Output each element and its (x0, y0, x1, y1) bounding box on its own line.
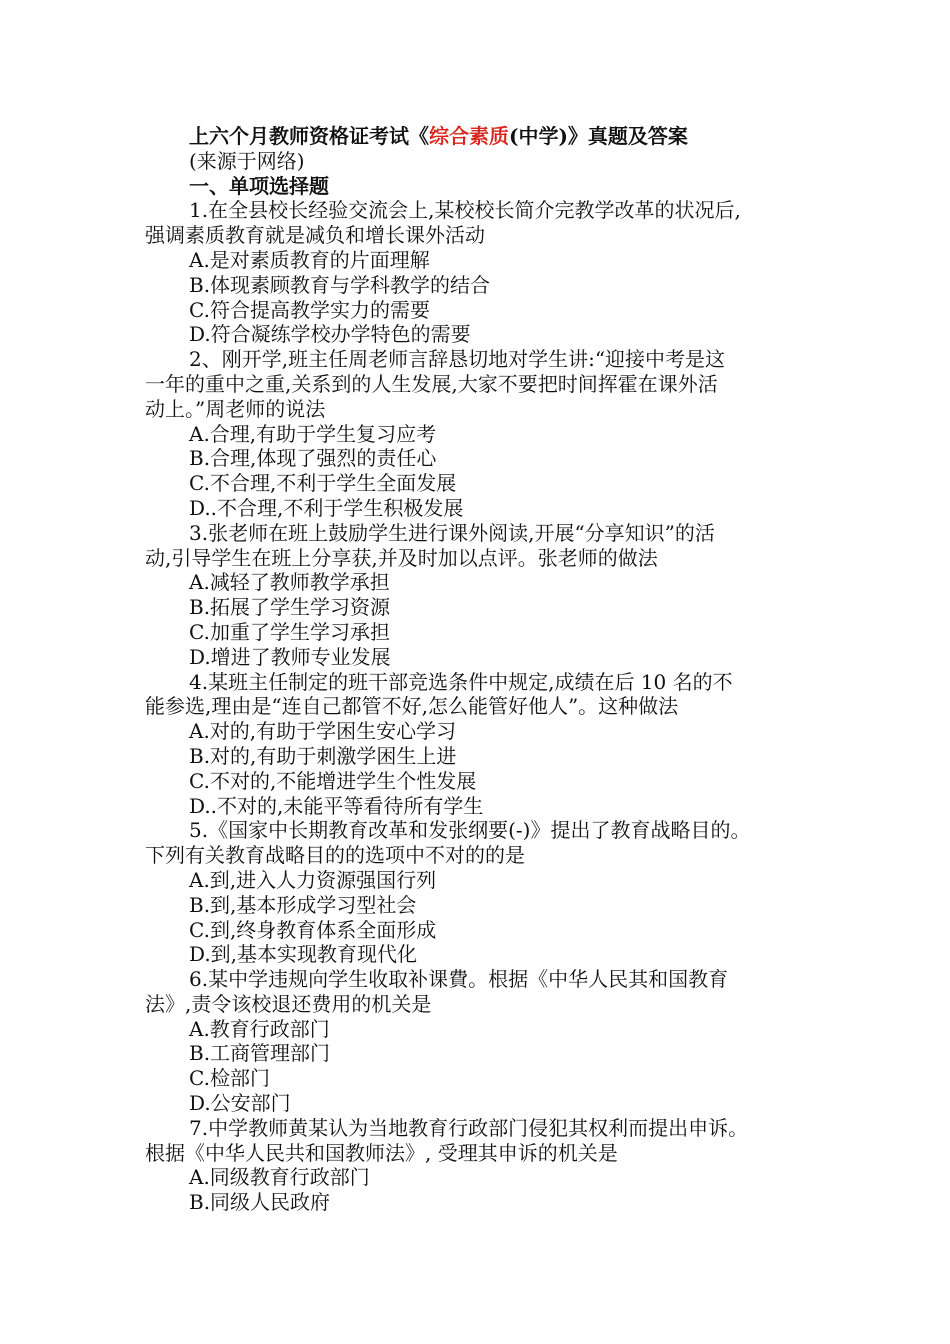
title-suffix: (中学)》真题及答案 (509, 124, 688, 148)
answer-option: B.同级人民政府 (189, 1190, 331, 1215)
answer-option: B.到,基本形成学习型社会 (189, 892, 417, 917)
question-item (145, 521, 825, 670)
answer-option: B.工商管理部门 (189, 1041, 331, 1066)
question-stem-line: 强调素质教育就是减负和增长课外活动 (145, 223, 485, 248)
question-stem-line: 动,引导学生在班上分享获,并及时加以点评。张老师的做法 (145, 545, 658, 570)
answer-option: A.减轻了教师教学承担 (189, 570, 390, 595)
answer-option: D..不合理,不利于学生积极发展 (189, 495, 464, 520)
answer-option: A.对的,有助于学困生安心学习 (189, 719, 457, 744)
question-stem-line: 2、刚开学,班主任周老师言辞恳切地对学生讲:“迎接中考是这 (189, 347, 726, 372)
question-stem-line: 4.某班主任制定的班干部竞选条件中规定,成绩在后 10 名的不 (189, 669, 733, 694)
answer-option: C.加重了学生学习承担 (189, 619, 390, 644)
answer-option: D.增进了教师专业发展 (189, 644, 391, 669)
answer-option: D.符合凝练学校办学特色的需要 (189, 322, 471, 347)
answer-option: A.到,进入人力资源强国行列 (189, 867, 437, 892)
question-item (145, 198, 825, 347)
answer-option: D.公安部门 (189, 1091, 291, 1116)
question-item (145, 670, 825, 819)
answer-option: B.合理,体现了强烈的责任心 (189, 446, 437, 471)
answer-option: C.符合提高教学实力的需要 (189, 297, 430, 322)
answer-option: C.检部门 (189, 1066, 270, 1091)
question-stem-line: 能参选,理由是“连自己都管不好,怎么能管好他人”。这种做法 (145, 694, 679, 719)
answer-option: A.教育行政部门 (189, 1016, 330, 1041)
question-item (145, 818, 825, 967)
question-stem-line: 1.在全县校长经验交流会上,某校校长简介完教学改革的状况后, (189, 198, 741, 223)
document-title (145, 124, 825, 149)
question-stem-line: 下列有关教育战略目的的选项中不对的的是 (145, 843, 525, 868)
question-item (145, 967, 825, 1116)
question-stem-line: 7.中学教师黄某认为当地教育行政部门侵犯其权利而提出申诉。 (189, 1115, 749, 1140)
question-item (145, 347, 825, 521)
section-heading: 一、单项选择题 (189, 173, 329, 198)
answer-option: A.同级教育行政部门 (189, 1165, 370, 1190)
question-stem-line: 法》,责令该校退还费用的机关是 (145, 991, 432, 1016)
answer-option: A.合理,有助于学生复习应考 (189, 421, 437, 446)
question-stem-line: 3.张老师在班上鼓励学生进行课外阅读,开展“分享知识”的活 (189, 520, 715, 545)
title-highlight: 综合素质 (429, 124, 509, 148)
question-list (145, 198, 825, 1215)
answer-option: D..不对的,未能平等看待所有学生 (189, 793, 484, 818)
answer-option: C.到,终身教育体系全面形成 (189, 917, 437, 942)
question-stem-line: 根据《中华人民共和国教师法》, 受理其申诉的机关是 (145, 1140, 618, 1165)
question-stem-line: 6.某中学违规向学生收取补课費。根据《中华人民其和国教育 (189, 967, 729, 992)
answer-option: B.体现素顾教育与学科教学的结合 (189, 272, 491, 297)
document-body (145, 124, 825, 1215)
source-note: (来源于网络) (189, 148, 305, 173)
question-stem-line: 5.《国家中长期教育改革和发张纲要(-)》提出了教育战略目的。 (189, 818, 751, 843)
question-item (145, 1116, 825, 1215)
answer-option: A.是对素质教育的片面理解 (189, 247, 430, 272)
question-stem-line: 一年的重中之重,关系到的人生发展,大家不要把时间挥霍在课外活 (145, 371, 718, 396)
answer-option: B.拓展了学生学习资源 (189, 595, 391, 620)
title-prefix: 上六个月教师资格证考试《 (189, 124, 429, 148)
question-stem-line: 动上。”周老师的说法 (145, 396, 326, 421)
answer-option: B.对的,有助于刺激学困生上进 (189, 743, 457, 768)
answer-option: C.不合理,不利于学生全面发展 (189, 471, 457, 496)
answer-option: C.不对的,不能增进学生个性发展 (189, 768, 477, 793)
answer-option: D.到,基本实现教育现代化 (189, 942, 418, 967)
